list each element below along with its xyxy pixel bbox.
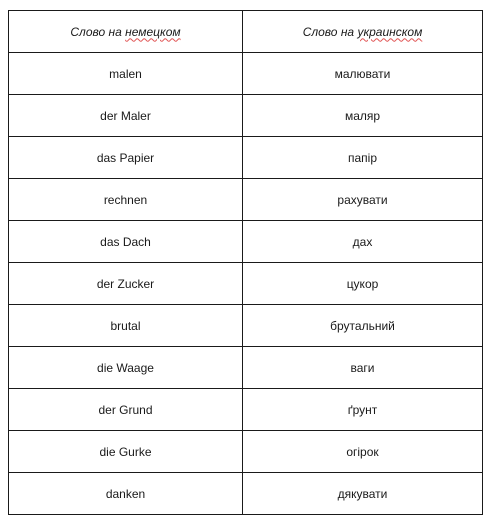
- table-row: [9, 305, 483, 347]
- german-word-cell: der Grund: [9, 389, 243, 431]
- ukrainian-word-cell: цукор: [243, 263, 483, 305]
- ukrainian-word-cell: ваги: [243, 347, 483, 389]
- header-german-word: [9, 11, 243, 53]
- ukrainian-word-cell: брутальний: [243, 305, 483, 347]
- header-german-spellcheck-word: немецком: [125, 24, 181, 39]
- german-word-cell: die Waage: [9, 347, 243, 389]
- ukrainian-word-cell: огірок: [243, 431, 483, 473]
- header-ukrainian-prefix: Слово на: [302, 24, 358, 39]
- ukrainian-word-cell: дякувати: [243, 473, 483, 515]
- table-row: [9, 389, 483, 431]
- header-german-prefix: Слово на: [70, 24, 126, 39]
- german-word-cell: malen: [9, 53, 243, 95]
- table-row: [9, 347, 483, 389]
- german-word-cell: das Papier: [9, 137, 243, 179]
- german-word-cell: danken: [9, 473, 243, 515]
- table-header-row: [9, 11, 483, 53]
- ukrainian-word-cell: рахувати: [243, 179, 483, 221]
- german-word-cell: der Zucker: [9, 263, 243, 305]
- vocabulary-table: [8, 10, 483, 515]
- ukrainian-word-cell: дах: [243, 221, 483, 263]
- ukrainian-word-cell: маляр: [243, 95, 483, 137]
- ukrainian-word-cell: малювати: [243, 53, 483, 95]
- ukrainian-word-cell: папір: [243, 137, 483, 179]
- table-row: [9, 179, 483, 221]
- header-ukrainian-spellcheck-word: украинском: [357, 24, 423, 39]
- header-ukrainian-word: [243, 11, 483, 53]
- table-row: [9, 137, 483, 179]
- table-row: [9, 53, 483, 95]
- german-word-cell: der Maler: [9, 95, 243, 137]
- german-word-cell: brutal: [9, 305, 243, 347]
- german-word-cell: die Gurke: [9, 431, 243, 473]
- german-word-cell: rechnen: [9, 179, 243, 221]
- ukrainian-word-cell: ґрунт: [243, 389, 483, 431]
- table-row: [9, 263, 483, 305]
- table-row: [9, 473, 483, 515]
- table-row: [9, 221, 483, 263]
- table-row: [9, 95, 483, 137]
- table-row: [9, 431, 483, 473]
- german-word-cell: das Dach: [9, 221, 243, 263]
